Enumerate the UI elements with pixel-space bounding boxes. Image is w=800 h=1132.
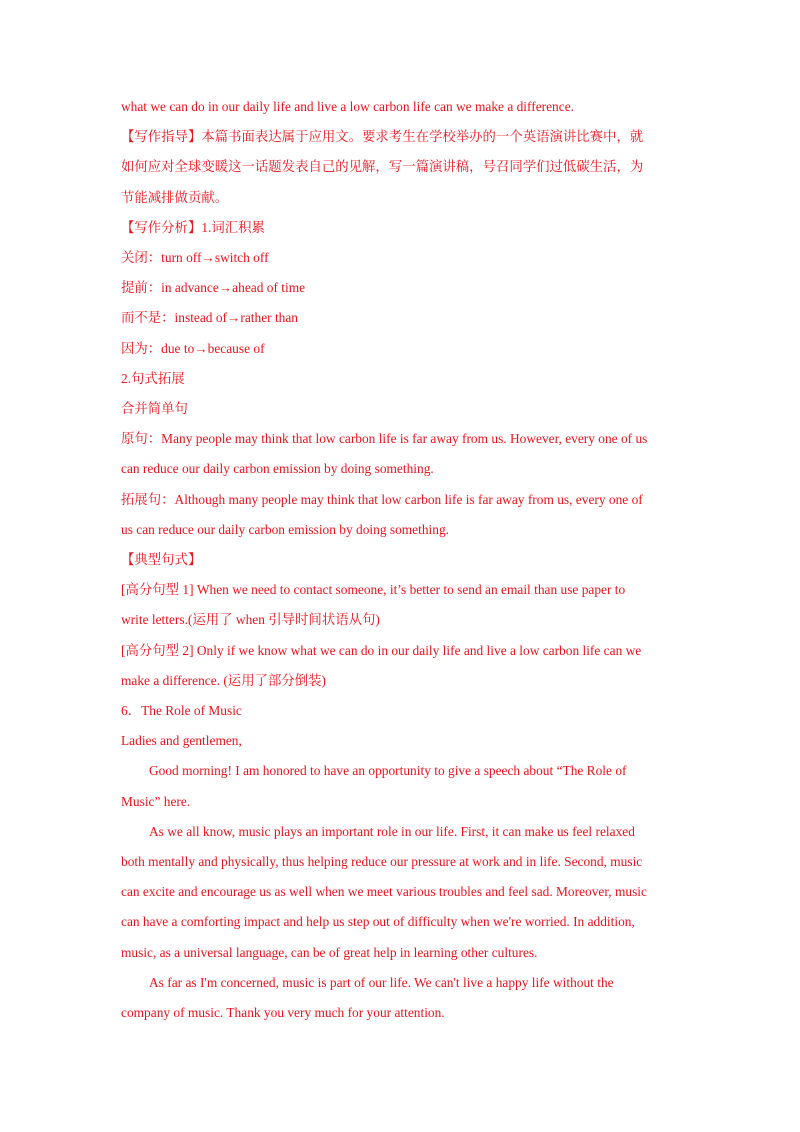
text-line: 拓展句：Although many people may think that low carbon life is far away from us, every one of xyxy=(121,491,643,507)
text-line: As far as I'm concerned, music is part of our life. We can't live a happy life without the xyxy=(149,974,614,990)
text-line: can have a comforting impact and help us step out of difficulty when we're worried. In addition, xyxy=(121,914,635,930)
text-line: us can reduce our daily carbon emission by doing something. xyxy=(121,521,449,537)
text-line: 【写作分析】1.词汇积累 xyxy=(121,219,265,235)
document-body xyxy=(121,92,681,1028)
text-line: 【典型句式】 xyxy=(121,552,202,568)
text-line: make a difference. (运用了部分倒装) xyxy=(121,672,327,688)
text-line: 6．The Role of Music xyxy=(121,703,242,719)
text-line: 因为：due to→because of xyxy=(121,340,265,356)
text-line: what we can do in our daily life and live a low carbon life can we make a difference. xyxy=(121,99,574,114)
text-line: [高分句型 1] When we need to contact someone, it’s better to send an email than use paper to xyxy=(121,582,626,598)
text-line: can reduce our daily carbon emission by doing something. xyxy=(121,461,434,477)
text-line: Ladies and gentlemen, xyxy=(121,733,242,749)
text-line: write letters.(运用了 when 引导时间状语从句) xyxy=(121,612,380,628)
text-line: As we all know, music plays an important role in our life. First, it can make us feel relaxed xyxy=(149,823,635,839)
text-line: both mentally and physically, thus helping reduce our pressure at work and in life. Second, music xyxy=(121,854,643,870)
text-line: 而不是：instead of→rather than xyxy=(121,310,299,326)
text-line: 如何应对全球变暖这一话题发表自己的见解，写一篇演讲稿，号召同学们过低碳生活，为 xyxy=(121,159,644,175)
text-line: company of music. Thank you very much for your attention. xyxy=(121,1005,445,1021)
text-line: Music” here. xyxy=(121,793,191,809)
text-line: 关闭：turn off→switch off xyxy=(121,250,269,266)
text-line: 【写作指导】本篇书面表达属于应用文。要求考生在学校举办的一个英语演讲比赛中，就 xyxy=(121,129,644,145)
text-line: [高分句型 2] Only if we know what we can do in our daily life and live a low carbon life can we xyxy=(121,642,642,658)
text-line: 提前：in advance→ahead of time xyxy=(121,280,306,296)
text-line: 2.句式拓展 xyxy=(121,370,185,386)
text-line: can excite and encourage us as well when we meet various troubles and feel sad. Moreover, music xyxy=(121,884,647,900)
text-line: 节能减排做贡献。 xyxy=(121,189,229,205)
text-line: Good morning! I am honored to have an opportunity to give a speech about “The Role of xyxy=(149,763,627,779)
text-line: music, as a universal language, can be of great help in learning other cultures. xyxy=(121,944,538,960)
text-line: 原句：Many people may think that low carbon life is far away from us. However, every one of us xyxy=(121,431,648,447)
text-line: 合并简单句 xyxy=(121,401,188,417)
